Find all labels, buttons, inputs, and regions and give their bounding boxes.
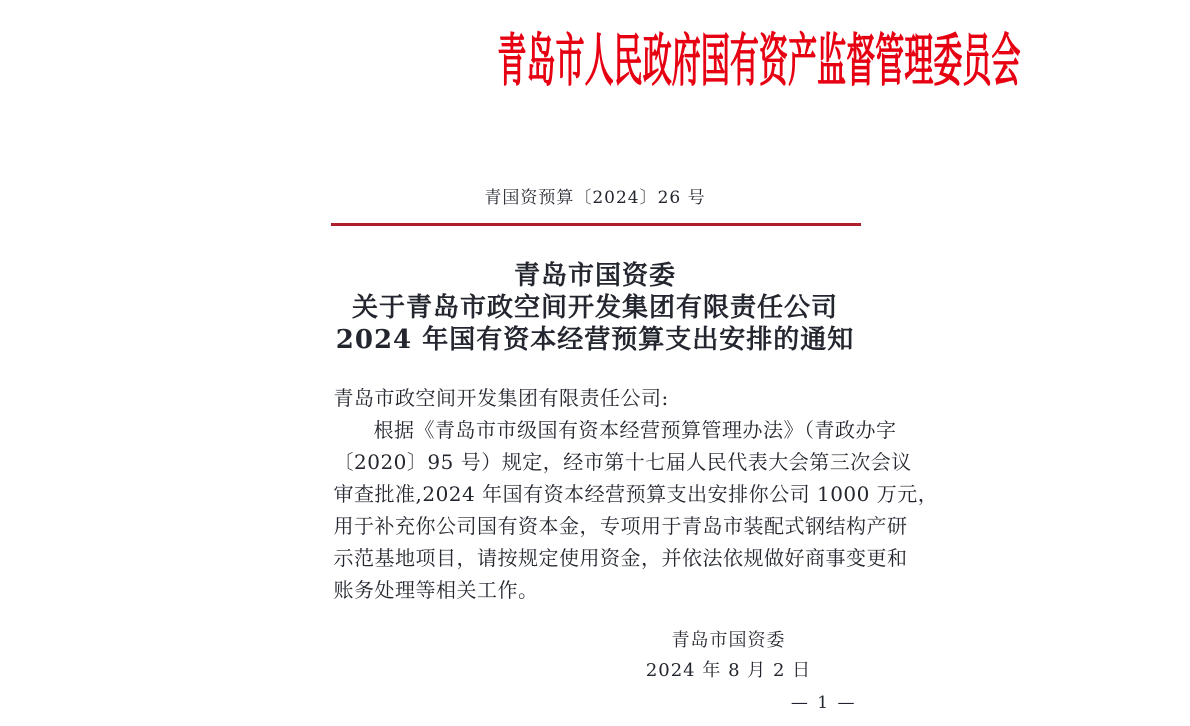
body-line: 示范基地项目，请按规定使用资金，并依法依规做好商事变更和 — [333, 546, 908, 570]
body-line: 账务处理等相关工作。 — [333, 578, 539, 602]
document-body — [333, 382, 939, 606]
sign-off-block — [623, 626, 835, 686]
issuer-header-text: 青岛市人民政府国有资产监督管理委员会 — [496, 27, 1021, 94]
issuer-header — [246, 27, 1021, 106]
body-line: 根据《青岛市市级国有资本经营预算管理办法》（青政办字 — [373, 418, 897, 442]
page-number: — 1 — — [790, 693, 857, 713]
document-page — [246, 0, 1021, 726]
title-line-1: 青岛市国资委 — [513, 261, 676, 291]
date: 2024 年 8 月 2 日 — [645, 660, 812, 681]
body-line: 用于补充你公司国有资本金，专项用于青岛市装配式钢结构产研 — [333, 514, 908, 538]
body-line: 审查批准,2024 年国有资本经营预算支出安排你公司 1000 万元， — [333, 482, 939, 506]
title-line-2: 关于青岛市政空间开发集团有限责任公司 — [351, 293, 838, 323]
title-line-3: 2024 年国有资本经营预算支出安排的通知 — [335, 325, 855, 355]
document-title — [246, 260, 945, 356]
signature: 青岛市国资委 — [671, 630, 786, 651]
body-line: 〔2020〕95 号）规定，经市第十七届人民代表大会第三次会议 — [333, 450, 912, 474]
doc-number: 青国资预算〔2024〕26 号 — [484, 188, 706, 208]
salutation: 青岛市政空间开发集团有限责任公司: — [333, 386, 669, 410]
red-divider-rule — [331, 223, 861, 226]
